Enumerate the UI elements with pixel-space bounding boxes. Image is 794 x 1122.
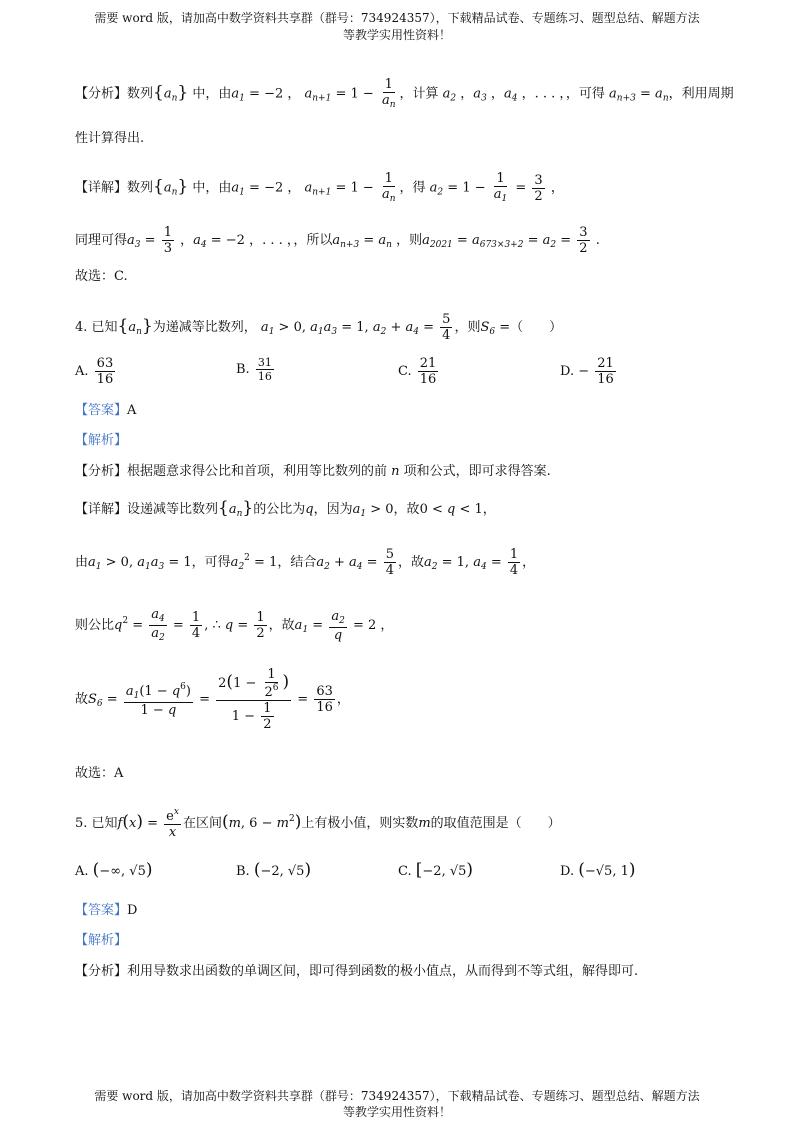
q5-stem: 5. 已知f(x) = $\frac{e^x}{x}$ 在区间(m, $6 - m^2$)上有极小值，则实数m的取值范围是（ ） <box>75 807 561 840</box>
q4-final-answer: 故选：A <box>75 766 124 781</box>
q4-detail-line-2: 由$a_1 > 0$, $a_1a_3 = 1$，可得$a_2^2 = 1$，结合$a_2 + a_4$ = $\frac{5}{4}$ ，故$a_2 = 1$, $a_4$ = $\frac{1}{4}$ ， <box>75 547 536 578</box>
q3-analysis-line: 【分析】数列$\{a_n\}$ 中，由$a_1 = -2$ ， $a_{n+1} = 1$ − $\frac{1}{a_n}$ ，计算 $a_2$ ，$a_3$ ，$a_4$ ，. . . ，，可得 $a_{n+3} = a_n$，利用周期 <box>75 77 734 110</box>
header-line-1: 需要 word 版，请加高中数学资料共享群（群号：734924357），下载精品试卷、专题练习、题型总结、解题方法 <box>94 11 700 25</box>
q4-analysis: 【分析】根据题意求得公比和首项，利用等比数列的前 n 项和公式，即可求得答案. <box>75 464 551 479</box>
footer-line-1: 需要 word 版，请加高中数学资料共享群（群号：734924357），下载精品试卷、专题练习、题型总结、解题方法 <box>94 1089 700 1103</box>
q4-answer: 【答案】A <box>75 403 137 418</box>
q4-stem: 4. 已知$\{a_n\}$为递减等比数列， $a_1 > 0$, $a_1a_3 = 1$, $a_2 + a_4$ = $\frac{5}{4}$ ，则$S_6$ =（ ） <box>75 312 563 343</box>
q4-option-d: D. − $\frac{21}{16}$ <box>560 356 614 387</box>
q4-option-c: C. $\frac{21}{16}$ <box>398 356 437 387</box>
q5-option-b: B. (−2, √5) <box>236 860 312 880</box>
footer-line-2: 等教学实用性资料！ <box>342 1105 451 1119</box>
q4-jiexi-tag: 【解析】 <box>75 433 128 448</box>
q4-option-a: A. $\frac{63}{16}$ <box>75 356 114 387</box>
q5-answer: 【答案】D <box>75 903 138 918</box>
q4-option-b: B. $\frac{31}{16}$ <box>236 356 272 383</box>
q5-option-d: D. (−√5, 1) <box>560 860 636 880</box>
header-line-2: 等教学实用性资料！ <box>342 28 451 42</box>
q3-answer: 故选：C. <box>75 269 128 284</box>
q5-option-a: A. (−∞, √5) <box>75 860 153 880</box>
q4-detail-line-3: 则公比$q^2$ = $\frac{a_4}{a_2}$ = $\frac{1}{4}$ , ∴ q = $\frac{1}{2}$ ，故$a_1$ = $\frac{a_2}{q}$ = 2 ， <box>75 607 394 643</box>
q3-detail-line-2: 同理可得$a_3$ = $\frac{1}{3}$ ，$a_4 = -2$ ，. . . ，，所以$a_{n+3} = a_n$ ，则$a_{2021} = a_{673\times 3+2} = a_2$ = $\frac{3}{2}$ . <box>75 225 600 256</box>
q4-detail-line-1: 【详解】设递减等比数列$\{a_n\}$的公比为q，因为$a_1 > 0$，故0 < q < 1， <box>75 498 496 519</box>
q4-detail-line-4: 故$S_6$ = $\frac{a_1(1 - q^6)}{1 - q}$ = 2(1 − $\frac{1}{2^6}$ ) 1 − $\frac{1}{2}$ = $\frac{63}{16}$ ， <box>75 667 350 732</box>
q3-analysis-cont: 性计算得出. <box>75 131 145 146</box>
q5-jiexi-tag: 【解析】 <box>75 933 128 948</box>
q5-option-c: C. [−2, √5) <box>398 860 474 880</box>
q3-detail-line: 【详解】数列$\{a_n\}$ 中，由$a_1 = -2$ ， $a_{n+1} = 1$ − $\frac{1}{a_n}$ ，得 $a_2 = 1$ − $\frac{1}{a_1}$ = $\frac{3}{2}$ ， <box>75 171 564 204</box>
q5-analysis: 【分析】利用导数求出函数的单调区间，即可得到函数的极小值点，从而得到不等式组，解得即可. <box>75 964 639 979</box>
